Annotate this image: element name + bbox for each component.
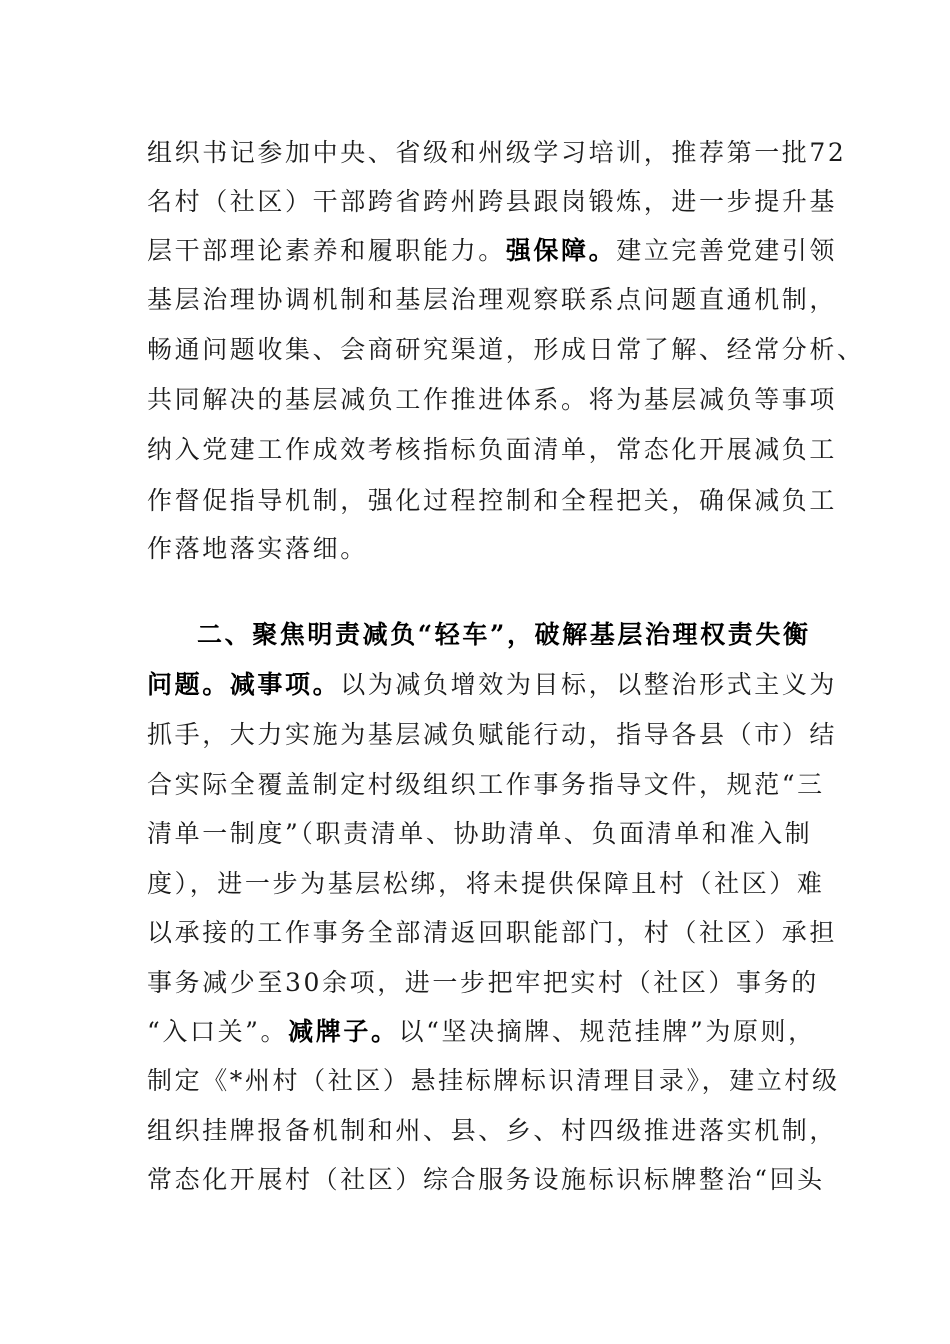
text-line: [147, 529, 807, 569]
text-line: [147, 1111, 838, 1151]
text-line: [147, 913, 838, 953]
text-line: [147, 1061, 840, 1101]
text-segment: 清单一制度”（职责清单、协助清单、负面清单和准入制: [147, 819, 813, 848]
text-line: [147, 1012, 816, 1052]
text-segment: 建立完善党建引领: [616, 236, 838, 265]
text-line: [147, 963, 819, 1003]
text-line: [147, 1160, 825, 1200]
section-heading-text: 问题。: [147, 670, 230, 699]
text-line: [147, 182, 838, 222]
text-segment: 以为减负增效为目标，以整治形式主义为: [340, 670, 838, 699]
text-segment: 组织挂牌报备机制和州、县、乡、村四级推进落实机制，: [147, 1116, 838, 1145]
text-line: [147, 231, 838, 271]
section-heading-text: 二、聚焦明责减负“轻车”，破解基层治理权责失衡: [197, 620, 811, 649]
text-line: [147, 430, 838, 470]
heading-keyword: 减牌子。: [288, 1017, 399, 1046]
heading-keyword: 减事项。: [229, 670, 341, 699]
text-segment: 名村（社区）干部跨省跨州跨县跟岗锻炼，进一步提升基: [147, 187, 838, 216]
text-segment: 以承接的工作事务全部清返回职能部门，村（社区）承担: [147, 918, 838, 947]
text-line: [147, 133, 847, 173]
heading-keyword: 强保障。: [505, 236, 617, 265]
text-segment: 制定《*州村（社区）悬挂标牌标识清理目录》，建立村级: [147, 1066, 840, 1095]
text-line: [147, 280, 838, 320]
text-segment: 常态化开展村（社区）综合服务设施标识标牌整治“回头: [147, 1165, 825, 1194]
text-line: [147, 864, 825, 904]
text-segment: 度），进一步为基层松绑，将未提供保障且村（社区）难: [147, 869, 825, 898]
text-segment: 事务减少至30余项，进一步把牢把实村（社区）事务的: [147, 968, 819, 997]
text-segment: 合实际全覆盖制定村级组织工作事务指导文件，规范“三: [147, 770, 825, 799]
text-segment: 作落地落实落细。: [147, 534, 368, 563]
text-segment: 畅通问题收集、会商研究渠道，形成日常了解、经常分析、: [147, 335, 865, 364]
text-segment: 基层治理协调机制和基层治理观察联系点问题直通机制，: [147, 285, 838, 314]
text-line: [147, 481, 838, 521]
text-segment: 作督促指导机制，强化过程控制和全程把关，确保减负工: [147, 486, 838, 515]
text-segment: 纳入党建工作成效考核指标负面清单，常态化开展减负工: [147, 435, 838, 464]
text-segment: 共同解决的基层减负工作推进体系。将为基层减负等事项: [147, 385, 838, 414]
text-segment: 以“坚决摘牌、规范挂牌”为原则，: [398, 1017, 816, 1046]
text-segment: “入口关”。: [147, 1017, 289, 1046]
text-line: [147, 380, 838, 420]
text-line: [147, 765, 825, 805]
text-segment: 层干部理论素养和履职能力。: [147, 236, 506, 265]
text-line: [147, 665, 838, 705]
section-heading: [197, 615, 857, 655]
text-line: [147, 715, 838, 755]
text-segment: 组织书记参加中央、省级和州级学习培训，推荐第一批72: [147, 138, 847, 167]
text-line: [147, 814, 813, 854]
text-line: [147, 330, 865, 370]
text-segment: 抓手，大力实施为基层减负赋能行动，指导各县（市）结: [147, 720, 838, 749]
